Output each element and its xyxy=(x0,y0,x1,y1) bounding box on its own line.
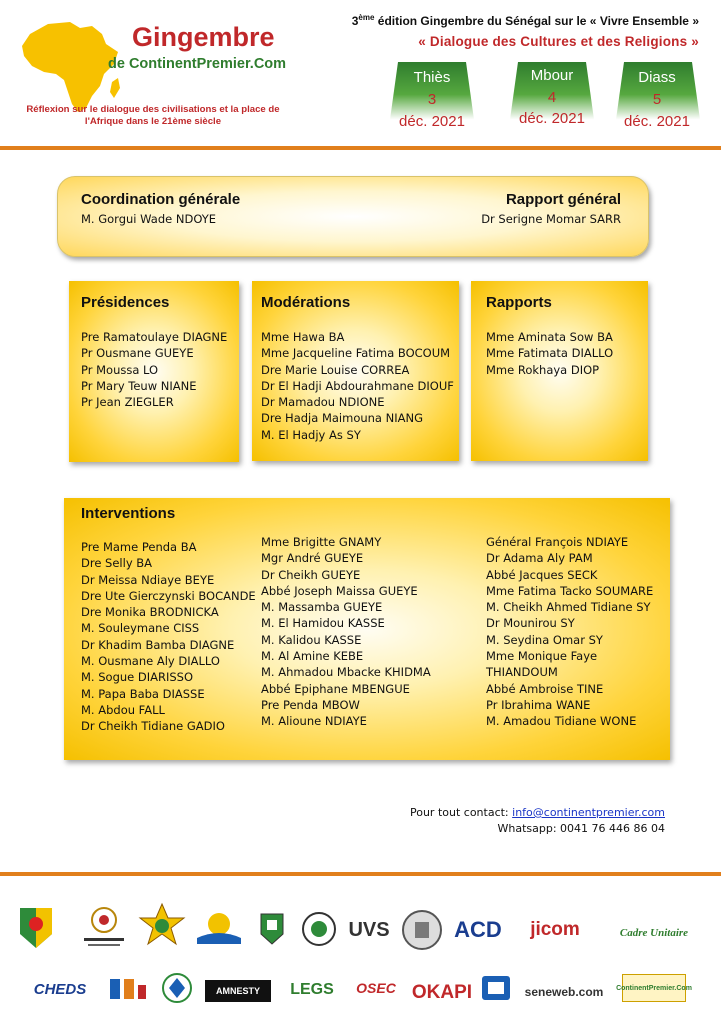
coordination-box xyxy=(57,176,649,257)
list-item: THIANDOUM xyxy=(486,665,558,680)
coordination-name: M. Gorgui Wade NDOYE xyxy=(81,212,217,226)
header-divider xyxy=(0,146,721,150)
list-item: Abbé Epiphane MBENGUE xyxy=(261,681,410,696)
list-item: M. El Hadjy As SY xyxy=(261,427,361,442)
list-item: M. Amadou Tidiane WONE xyxy=(486,714,637,729)
footer-divider xyxy=(0,872,721,876)
contact-line xyxy=(410,805,665,821)
report-heading: Rapport général xyxy=(505,191,621,208)
list-item: Dr Mamadou NDIONE xyxy=(261,395,385,410)
list-item: M. Souleymane CISS xyxy=(81,621,200,636)
list-item: Pre Penda MBOW xyxy=(261,697,360,712)
list-item: M. Ahmadou Mbacke KHIDMA xyxy=(261,665,431,680)
list-item: Mme Fatimata DIALLO xyxy=(486,346,614,361)
rapports-list xyxy=(486,329,613,378)
list-item: Mgr André GUEYE xyxy=(261,551,364,566)
media-logo xyxy=(480,974,512,1002)
senegal-coat-of-arms-logo xyxy=(16,904,56,950)
legs-logo: LEGS xyxy=(290,981,334,998)
ville-mbour-logo xyxy=(193,910,245,948)
cadre-unitaire-logo: Cadre Unitaire xyxy=(619,927,689,939)
list-item: Abbé Jacques SECK xyxy=(486,567,598,582)
interventions-col2 xyxy=(261,534,431,730)
uvs-logo: UVS xyxy=(348,918,390,941)
edition-title: 3ème édition Gingembre du Sénégal sur le « Vivre Ensemble » xyxy=(351,13,699,28)
presidences-list xyxy=(81,329,227,410)
list-item: M. Al Amine KEBE xyxy=(261,649,364,664)
partner-logo xyxy=(108,975,148,1003)
brand-title: Gingembre xyxy=(132,22,275,52)
list-item: Dr Khadim Bamba DIAGNE xyxy=(81,637,235,652)
city-seal-logo xyxy=(138,902,186,952)
list-item: Dr Adama Aly PAM xyxy=(486,551,593,566)
city-date: déc. 2021 xyxy=(519,110,585,127)
rapports-heading: Rapports xyxy=(486,294,552,311)
continentpremier-magazine-logo: ContinentPremier.Com xyxy=(622,974,686,1002)
presidences-box xyxy=(69,281,239,462)
interventions-heading: Interventions xyxy=(81,505,176,522)
tagline: Réflexion sur le dialogue des civilisations et la place de l'Afrique dans le 21ème siècle xyxy=(26,104,280,127)
city-date: déc. 2021 xyxy=(624,113,690,130)
contact-label: Pour tout contact: xyxy=(409,806,513,819)
city-name: Mbour xyxy=(530,67,574,84)
list-item: M. Cheikh Ahmed Tidiane SY xyxy=(486,600,651,615)
list-item: Dr El Hadji Abdourahmane DIOUF xyxy=(261,378,454,393)
list-item: Mme Rokhaya DIOP xyxy=(486,362,600,377)
rapports-box xyxy=(471,281,648,461)
city-day: 4 xyxy=(547,89,557,106)
list-item: Dr Meissa Ndiaye BEYE xyxy=(81,572,215,587)
list-item: Mme Brigitte GNAMY xyxy=(261,535,382,549)
contact-email-link[interactable]: info@continentpremier.com xyxy=(512,806,665,819)
cheds-logo: CHEDS xyxy=(33,980,87,998)
interventions-box xyxy=(64,498,670,760)
osec-logo: OSEC xyxy=(356,980,396,996)
coordination-heading: Coordination générale xyxy=(81,191,241,208)
list-item: Dre Marie Louise CORREA xyxy=(261,362,410,377)
association-logo xyxy=(160,970,194,1006)
list-item: Mme Hawa BA xyxy=(261,330,345,344)
list-item: Pr Mary Teuw NIANE xyxy=(81,378,197,393)
city-name: Diass xyxy=(638,69,676,86)
city-name: Thiès xyxy=(413,69,451,86)
ministry-culture-logo xyxy=(80,904,128,950)
city-badge-thies xyxy=(388,62,476,134)
list-item: Dre Monika BRODNICKA xyxy=(81,605,219,620)
list-item: Mme Aminata Sow BA xyxy=(486,330,613,344)
list-item: M. Seydina Omar SY xyxy=(486,632,603,647)
whatsapp-line: Whatsapp: 0041 76 446 86 04 xyxy=(497,822,665,835)
ejicom-logo: jicom xyxy=(530,919,580,940)
interventions-col3 xyxy=(486,534,653,730)
list-item: M. Papa Baba DIASSE xyxy=(81,686,205,701)
list-item: Abbé Ambroise TINE xyxy=(486,681,604,696)
list-item: M. El Hamidou KASSE xyxy=(261,616,385,631)
list-item: Pr Ousmane GUEYE xyxy=(81,346,194,361)
university-seal-logo xyxy=(400,908,444,952)
amnesty-logo: AMNESTY xyxy=(205,980,271,1002)
list-item: M. Sogue DIARISSO xyxy=(81,670,194,685)
list-item: Abbé Joseph Maissa GUEYE xyxy=(261,583,418,598)
contact-block xyxy=(410,805,665,837)
list-item: Général François NDIAYE xyxy=(486,535,629,549)
city-day: 3 xyxy=(427,91,437,108)
list-item: M. Kalidou KASSE xyxy=(261,632,362,647)
list-item: Pre Mame Penda BA xyxy=(81,540,197,554)
seneweb-logo: seneweb.com xyxy=(524,985,604,999)
city-badge-mbour xyxy=(508,62,596,134)
list-item: Dr Mounirou SY xyxy=(486,616,575,631)
list-item: Dre Ute Gierczynski BOCANDE xyxy=(81,588,256,603)
city-day: 5 xyxy=(652,91,662,108)
brand-subtitle: de ContinentPremier.Com xyxy=(108,56,287,72)
list-item: Dre Hadja Maimouna NIANG xyxy=(261,411,424,426)
list-item: Mme Jacqueline Fatima BOCOUM xyxy=(261,346,451,361)
city-date: déc. 2021 xyxy=(399,113,465,130)
list-item: Mme Monique Faye xyxy=(486,649,598,664)
list-item: Pr Moussa LO xyxy=(81,362,159,377)
report-name: Dr Serigne Momar SARR xyxy=(481,212,621,226)
list-item: Dre Selly BA xyxy=(81,556,153,571)
moderations-box xyxy=(252,281,459,461)
list-item: M. Ousmane Aly DIALLO xyxy=(81,654,220,669)
acd-logo: ACD xyxy=(454,917,502,942)
moderations-list xyxy=(261,329,454,443)
okapi-logo: OKAPI xyxy=(411,982,473,1003)
list-item: Pre Ramatoulaye DIAGNE xyxy=(81,330,228,344)
list-item: M. Alioune NDIAYE xyxy=(261,714,367,729)
list-item: Pr Jean ZIEGLER xyxy=(81,395,174,410)
list-item: M. Massamba GUEYE xyxy=(261,600,383,615)
presidences-heading: Présidences xyxy=(81,294,170,311)
commune-shield-logo xyxy=(259,912,285,946)
list-item: Mme Fatima Tacko SOUMARE xyxy=(486,583,654,598)
list-item: M. Abdou FALL xyxy=(81,702,165,717)
moderations-heading: Modérations xyxy=(261,294,351,311)
list-item: Dr Cheikh GUEYE xyxy=(261,567,361,582)
city-badge-diass xyxy=(614,62,700,134)
interventions-col1 xyxy=(81,539,256,735)
university-thies-logo xyxy=(300,910,338,950)
list-item: Pr Ibrahima WANE xyxy=(486,697,591,712)
event-theme: « Dialogue des Cultures et des Religions » xyxy=(418,34,699,49)
list-item: Dr Cheikh Tidiane GADIO xyxy=(81,719,225,734)
